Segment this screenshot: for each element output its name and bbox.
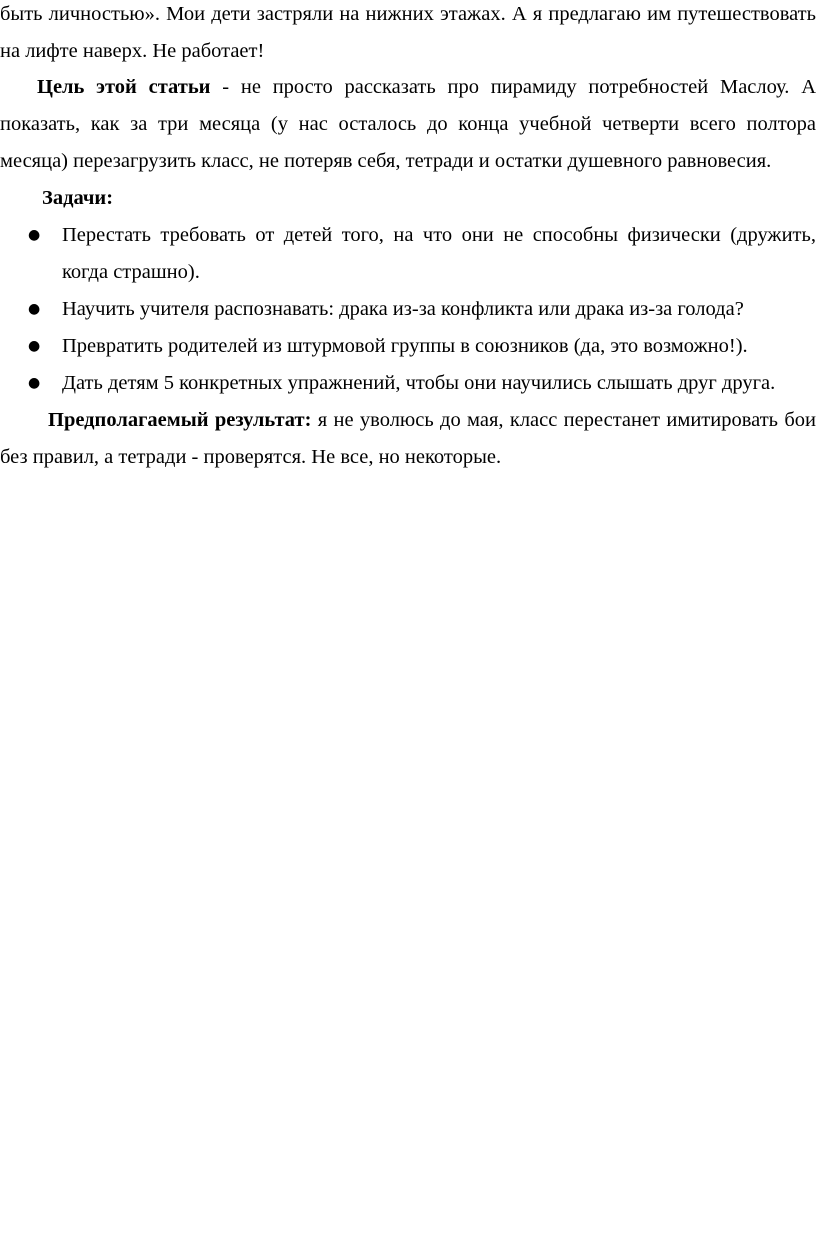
goal-paragraph [0,69,816,180]
task-text: Научить учителя распознавать: драка из-за конфликта или драка из-за голода? [62,298,744,320]
task-item [0,328,816,365]
task-item [0,217,816,291]
task-text: Дать детям 5 конкретных упражнений, чтобы они научились слышать друг друга. [62,372,776,394]
bullet-icon: ● [28,338,41,354]
goal-label: Цель этой статьи [37,76,211,98]
task-item [0,291,816,328]
result-paragraph [0,402,816,476]
goal-text: - не просто рассказать про пирамиду потребностей Маслоу. А показать, как за три месяца (у нас осталось до конца учебной четверти всего полтора месяца) перезагрузить класс, не потеряв себя, тетради и остатки душевного равновесия. [0,76,816,172]
result-text: я не уволюсь до мая, класс перестанет имитировать бои без правил, а тетради - проверятся. Не все, но некоторые. [0,409,816,468]
intro-paragraph: быть личностью». Мои дети застряли на нижних этажах. А я предлагаю им путешествовать на лифте наверх. Не работает! [0,3,816,62]
bullet-icon: ● [28,227,41,243]
result-label: Предполагаемый результат: [48,409,312,431]
tasks-heading: Задачи: [42,187,114,209]
task-text: Перестать требовать от детей того, на что они не способны физически (дружить, когда страшно). [62,224,816,283]
bullet-icon: ● [28,375,41,391]
bullet-icon: ● [28,301,41,317]
task-text: Превратить родителей из штурмовой группы в союзников (да, это возможно!). [62,335,748,357]
task-list [0,217,816,402]
task-item [0,365,816,402]
